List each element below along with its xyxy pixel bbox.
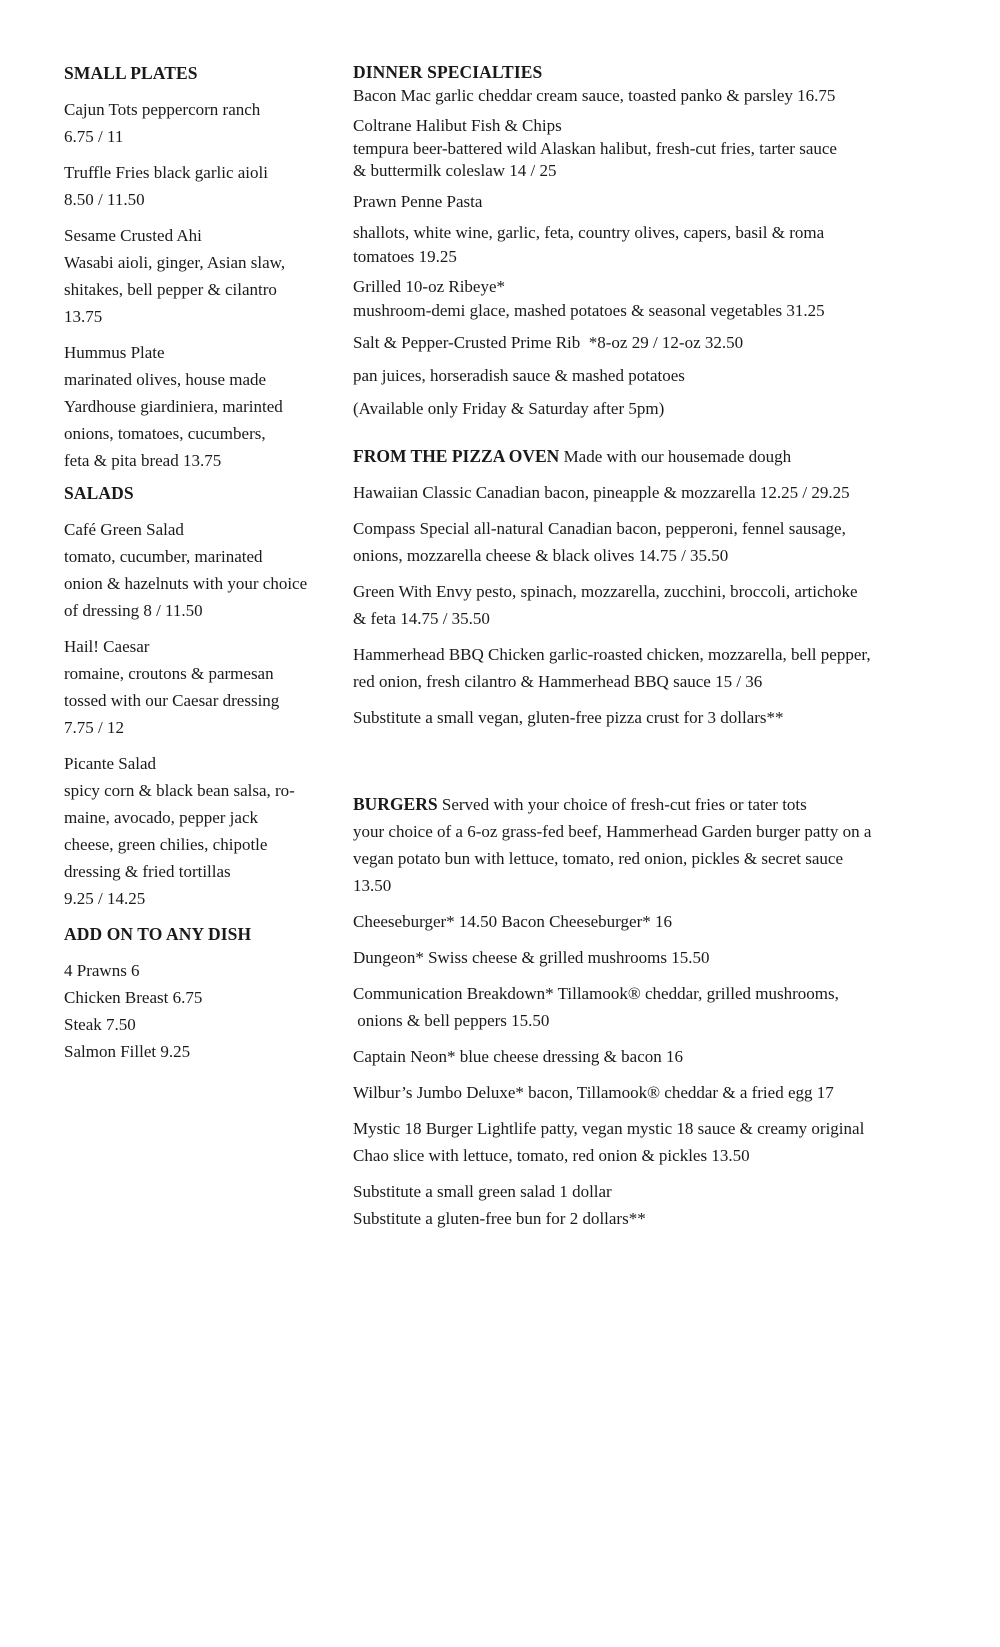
menu-item [353, 515, 953, 569]
menu-item-line: spicy corn & black bean salsa, ro- [64, 781, 295, 800]
menu-item-line: Mystic 18 Burger Lightlife patty, vegan mystic 18 sauce & creamy original [353, 1119, 865, 1138]
menu-item [64, 633, 344, 741]
menu-item-line: maine, avocado, pepper jack [64, 808, 258, 827]
menu-item-line: Substitute a gluten-free bun for 2 dollars** [353, 1209, 646, 1228]
menu-item-line: romaine, croutons & parmesan [64, 664, 274, 683]
menu-item-line: tomatoes 19.25 [353, 247, 457, 266]
menu-item-line: shallots, white wine, garlic, feta, country olives, capers, basil & roma [353, 223, 825, 242]
menu-item-line: feta & pita bread 13.75 [64, 451, 222, 470]
menu-item-line: tomato, cucumber, marinated [64, 547, 263, 566]
menu-item-line: Prawn Penne Pasta [353, 192, 483, 211]
left-column [64, 60, 344, 1065]
menu-item [64, 159, 344, 213]
menu-item-line: 13.50 [353, 876, 392, 895]
menu-item-line: 13.75 [64, 307, 103, 326]
menu-item-line: Coltrane Halibut Fish & Chips [353, 116, 562, 135]
menu-item-line: pan juices, horseradish sauce & mashed potatoes [353, 366, 685, 385]
menu-item [353, 221, 953, 269]
add-on-heading: ADD ON TO ANY DISH [64, 924, 252, 944]
menu-item-line: 8.50 / 11.50 [64, 190, 145, 209]
salads-heading: SALADS [64, 483, 134, 503]
menu-item-line: vegan potato bun with lettuce, tomato, red onion, pickles & secret sauce [353, 849, 844, 868]
menu-item-line: Substitute a small vegan, gluten-free pizza crust for 3 dollars** [353, 708, 784, 727]
menu-item-line: onion & hazelnuts with your choice [64, 574, 308, 593]
menu-item [353, 704, 953, 731]
menu-item [353, 329, 953, 356]
menu-item-line: Substitute a small green salad 1 dollar [353, 1182, 612, 1201]
menu-item [64, 96, 344, 150]
menu-item [353, 908, 953, 935]
burgers-intro [353, 818, 953, 899]
menu-item [353, 1079, 953, 1106]
menu-item-line: shitakes, bell pepper & cilantro [64, 280, 277, 299]
menu-item [353, 84, 953, 108]
menu-item-line: 9.25 / 14.25 [64, 889, 146, 908]
menu-item [353, 479, 953, 506]
menu-item-line: cheese, green chilies, chipotle [64, 835, 268, 854]
menu-item-line: (Available only Friday & Saturday after 5pm) [353, 399, 665, 418]
add-on-list [64, 957, 344, 1065]
menu-item-line: & feta 14.75 / 35.50 [353, 609, 490, 628]
pizza-subheading: Made with our housemade dough [563, 447, 792, 466]
menu-item-line: Hammerhead BBQ Chicken garlic-roasted chicken, mozzarella, bell pepper, [353, 645, 871, 664]
menu-item-line: tossed with our Caesar dressing [64, 691, 280, 710]
menu-item-line: red onion, fresh cilantro & Hammerhead BBQ sauce 15 / 36 [353, 672, 763, 691]
menu-item [353, 944, 953, 971]
menu-item [353, 1043, 953, 1070]
pizza-heading: FROM THE PIZZA OVEN [353, 446, 560, 466]
menu-item-line: onions & bell peppers 15.50 [353, 1011, 550, 1030]
menu-item-line: onions, tomatoes, cucumbers, [64, 424, 266, 443]
menu-item-line: 6.75 / 11 [64, 127, 124, 146]
menu-item [353, 1178, 953, 1232]
menu-item-line: Hail! Caesar [64, 637, 150, 656]
menu-item-line: mushroom-demi glace, mashed potatoes & seasonal vegetables 31.25 [353, 301, 825, 320]
menu-item [353, 395, 953, 422]
menu-item [353, 188, 953, 215]
menu-item-line: Grilled 10-oz Ribeye* [353, 277, 506, 296]
pizza-heading-row [353, 443, 953, 470]
menu-item [64, 750, 344, 912]
menu-item [353, 362, 953, 389]
add-on-item: Chicken Breast 6.75 [64, 988, 203, 1007]
menu-item-line: tempura beer-battered wild Alaskan halibut, fresh-cut fries, tarter sauce [353, 139, 837, 158]
add-on-item: Steak 7.50 [64, 1015, 136, 1034]
menu-item-line: your choice of a 6-oz grass-fed beef, Hammerhead Garden burger patty on a [353, 822, 872, 841]
menu-item-line: Chao slice with lettuce, tomato, red onion & pickles 13.50 [353, 1146, 750, 1165]
menu-item-line: marinated olives, house made [64, 370, 267, 389]
menu-item-line: Café Green Salad [64, 520, 184, 539]
menu-item-line: Cheeseburger* 14.50 Bacon Cheeseburger* 16 [353, 912, 672, 931]
menu-item [353, 114, 953, 182]
menu-item-line: Salt & Pepper-Crusted Prime Rib *8-oz 29 / 12-oz 32.50 [353, 333, 744, 352]
right-column [353, 60, 953, 1232]
menu-item [353, 641, 953, 695]
menu-item-line: dressing & fried tortillas [64, 862, 231, 881]
menu-item-line: Communication Breakdown* Tillamook® cheddar, grilled mushrooms, [353, 984, 839, 1003]
burgers-heading-row [353, 791, 953, 818]
burgers-heading: BURGERS [353, 794, 438, 814]
dinner-heading: DINNER SPECIALTIES [353, 62, 543, 82]
menu-item-line: Green With Envy pesto, spinach, mozzarella, zucchini, broccoli, artichoke [353, 582, 858, 601]
menu-item-line: & buttermilk coleslaw 14 / 25 [353, 161, 557, 180]
add-on-item: Salmon Fillet 9.25 [64, 1042, 191, 1061]
add-on-item: 4 Prawns 6 [64, 961, 140, 980]
menu-item-line: Bacon Mac garlic cheddar cream sauce, toasted panko & parsley 16.75 [353, 86, 836, 105]
menu-item-line: Captain Neon* blue cheese dressing & bacon 16 [353, 1047, 683, 1066]
menu-item [64, 222, 344, 330]
menu-item-line: Yardhouse giardiniera, marinted [64, 397, 283, 416]
menu-item [64, 516, 344, 624]
menu-item-line: Hawaiian Classic Canadian bacon, pineapple & mozzarella 12.25 / 29.25 [353, 483, 850, 502]
menu-item [64, 339, 344, 474]
menu-item-line: Wasabi aioli, ginger, Asian slaw, [64, 253, 286, 272]
menu-item-line: Picante Salad [64, 754, 157, 773]
small-plates-heading: SMALL PLATES [64, 63, 198, 83]
menu-item-line: Wilbur’s Jumbo Deluxe* bacon, Tillamook® cheddar & a fried egg 17 [353, 1083, 834, 1102]
burgers-subheading: Served with your choice of fresh-cut fries or tater tots [441, 795, 807, 814]
menu-item-line: Sesame Crusted Ahi [64, 226, 202, 245]
menu-item-line: onions, mozzarella cheese & black olives 14.75 / 35.50 [353, 546, 729, 565]
menu-item-line: Compass Special all-natural Canadian bacon, pepperoni, fennel sausage, [353, 519, 846, 538]
menu-item [353, 1115, 953, 1169]
menu-item-line: 7.75 / 12 [64, 718, 124, 737]
menu-item-line: Truffle Fries black garlic aioli [64, 163, 268, 182]
menu-item [353, 980, 953, 1034]
menu-item-line: of dressing 8 / 11.50 [64, 601, 203, 620]
menu-item [353, 578, 953, 632]
menu-item-line: Dungeon* Swiss cheese & grilled mushrooms 15.50 [353, 948, 710, 967]
menu-item-line: Cajun Tots peppercorn ranch [64, 100, 261, 119]
menu-item [353, 275, 953, 323]
menu-item-line: Hummus Plate [64, 343, 165, 362]
